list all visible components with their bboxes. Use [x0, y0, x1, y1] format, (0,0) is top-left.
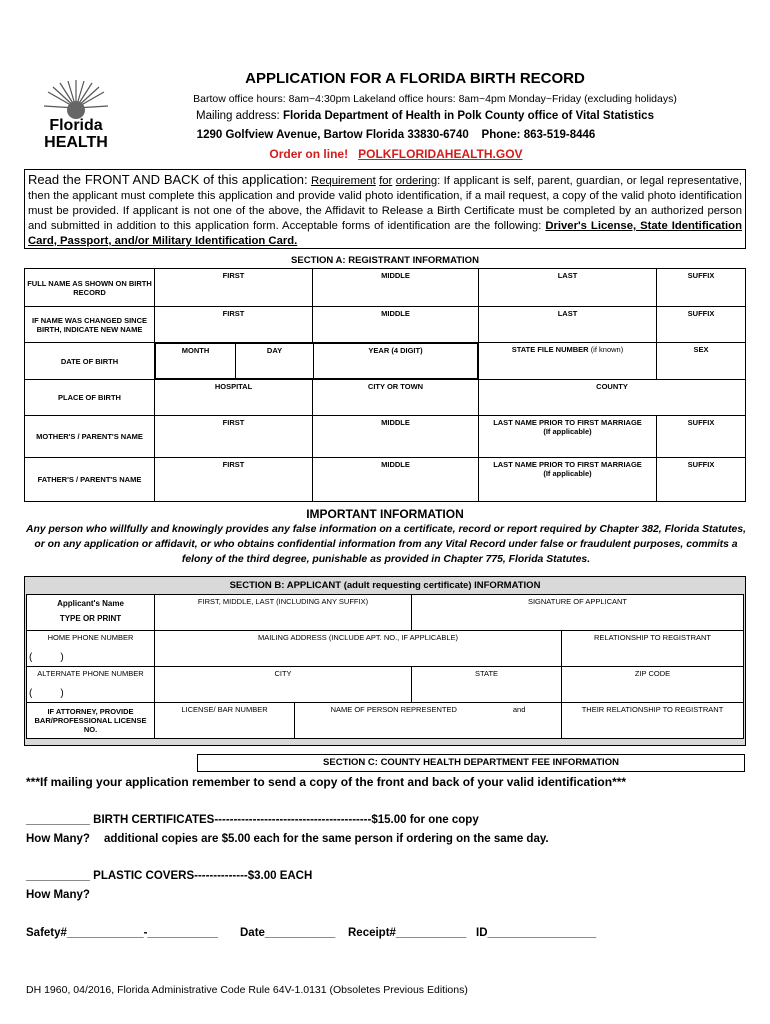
date-field[interactable]: Date___________	[240, 927, 336, 939]
dob-label: DATE OF BIRTH	[25, 343, 155, 380]
license-field[interactable]: LICENSE/ BAR NUMBER	[155, 703, 295, 739]
if-known: (if known)	[590, 345, 624, 354]
section-c-title: SECTION C: COUNTY HEALTH DEPARTMENT FEE INFORMATION	[197, 754, 745, 772]
section-b-table	[26, 594, 744, 739]
mother-middle[interactable]: MIDDLE	[313, 416, 479, 458]
intro-ids: Driver's License, State Identification Card, Passport, and/or Military Identification Card.	[28, 220, 742, 247]
table-row	[25, 269, 746, 307]
sex[interactable]: SEX	[657, 343, 746, 380]
alt-phone-label: ALTERNATE PHONE NUMBER	[37, 669, 144, 678]
state-file-label: STATE FILE NUMBER	[511, 345, 589, 354]
pob-city[interactable]: CITY OR TOWN	[313, 380, 479, 416]
important-text: Any person who willfully and knowingly provides any false information on a certificate, record or report required by Chapter 382, Florida Statutes, or on any application or affidavit, or who obtains confidential information from any Vital Record under false or fraudulent purposes, commits a felony of the third degree, punishable as provided in Chapter 775, Florida Statutes.	[26, 524, 746, 565]
phone: Phone: 863-519-8446	[481, 129, 596, 141]
dob-month-day-cell	[155, 343, 479, 380]
table-row	[25, 343, 746, 380]
important-title: IMPORTANT INFORMATION	[306, 507, 464, 521]
mailing-address-field[interactable]: MAILING ADDRESS (INCLUDE APT. NO., IF APPLICABLE)	[155, 631, 562, 667]
table-row	[27, 703, 744, 739]
father-suffix[interactable]: SUFFIX	[657, 458, 746, 502]
full-name-middle[interactable]: MIDDLE	[313, 269, 479, 307]
represented-field[interactable]	[295, 703, 562, 739]
office-hours: Bartow office hours: 8am~4:30pm Lakeland office hours: 8am~4pm Monday~Friday (excluding holidays)	[193, 93, 677, 105]
alt-paren-close: )	[60, 688, 64, 699]
new-name-first[interactable]: FIRST	[155, 307, 313, 343]
footer: DH 1960, 04/2016, Florida Administrative Code Rule 64V-1.0131 (Obsoletes Previous Editions)	[26, 984, 468, 996]
id-field[interactable]: ID_________________	[476, 927, 597, 939]
intro-lead: Read the FRONT AND BACK of this application:	[28, 172, 308, 187]
dob-subtable	[155, 343, 478, 379]
home-phone-label: HOME PHONE NUMBER	[47, 633, 134, 642]
applicant-name-label	[27, 595, 155, 631]
page-title: APPLICATION FOR A FLORIDA BIRTH RECORD	[245, 70, 585, 87]
father-last-label: LAST NAME PRIOR TO FIRST MARRIAGE	[493, 460, 642, 469]
mother-last-label: LAST NAME PRIOR TO FIRST MARRIAGE	[493, 418, 642, 427]
pob-county[interactable]: COUNTY	[479, 380, 746, 416]
home-paren-close: )	[60, 652, 64, 663]
table-row	[25, 458, 746, 502]
zip-field[interactable]: ZIP CODE	[562, 667, 744, 703]
table-row	[25, 416, 746, 458]
mother-first[interactable]: FIRST	[155, 416, 313, 458]
mail-value: Florida Department of Health in Polk County office of Vital Statistics	[282, 110, 654, 122]
signature-field[interactable]: SIGNATURE OF APPLICANT	[412, 595, 744, 631]
new-name-middle[interactable]: MIDDLE	[313, 307, 479, 343]
pob-hospital[interactable]: HOSPITAL	[155, 380, 313, 416]
full-name-last[interactable]: LAST	[479, 269, 657, 307]
relationship-field[interactable]: RELATIONSHIP TO REGISTRANT	[562, 631, 744, 667]
state-file-number[interactable]	[479, 343, 657, 380]
table-row	[25, 380, 746, 416]
home-phone-parens	[29, 652, 152, 663]
mail-note: ***If mailing your application remember to send a copy of the front and back of your valid identification***	[26, 775, 627, 789]
how-many-1: How Many?	[26, 833, 90, 845]
city-field[interactable]: CITY	[155, 667, 412, 703]
section-b-title: SECTION B: APPLICANT (adult requesting certificate) INFORMATION	[229, 580, 541, 591]
order-label: Order on line!	[269, 147, 349, 161]
section-a-table	[24, 268, 746, 502]
full-name-label: FULL NAME AS SHOWN ON BIRTH RECORD	[25, 269, 155, 307]
address: 1290 Golfview Avenue, Bartow Florida 33830-6740	[196, 129, 469, 141]
applicant-name-field[interactable]: FIRST, MIDDLE, LAST (INCLUDING ANY SUFFIX)	[155, 595, 412, 631]
intro-box	[24, 169, 746, 249]
street-address	[0, 129, 770, 141]
intro-body: : If applicant is self, parent, guardian, or legal representative, then the applicant must complete this application and provide valid photo identification, if a mail request, a copy of the valid photo identification must be provided. If applicant is not one of the above, the Affidavit to Release a Birth Certificate must be completed by an authorized person and submitted in addition to this application form. Acceptable forms of identification are the following:	[28, 175, 743, 232]
father-label: FATHER'S / PARENT'S NAME	[25, 458, 155, 502]
logo-line2: HEALTH	[44, 134, 108, 150]
how-many-2: How Many?	[26, 889, 90, 901]
table-row	[27, 595, 744, 631]
new-name-suffix[interactable]: SUFFIX	[657, 307, 746, 343]
full-name-suffix[interactable]: SUFFIX	[657, 269, 746, 307]
table-row	[156, 344, 478, 379]
type-or-print: TYPE OR PRINT	[59, 614, 122, 623]
mother-last[interactable]	[479, 416, 657, 458]
state-field[interactable]: STATE	[412, 667, 562, 703]
alt-phone-field[interactable]	[27, 667, 155, 703]
intro-req3: ordering	[395, 175, 438, 187]
table-row	[27, 631, 744, 667]
mail-label: Mailing address:	[196, 110, 283, 122]
intro-req2: for	[379, 175, 393, 187]
birth-certificates-line[interactable]: __________ BIRTH CERTIFICATES-----------------------------------------$15.00 for one copy	[26, 814, 479, 826]
new-name-last[interactable]: LAST	[479, 307, 657, 343]
attorney-label: IF ATTORNEY, PROVIDE BAR/PROFESSIONAL LICENSE NO.	[27, 703, 155, 739]
dob-month[interactable]: MONTH	[156, 344, 236, 379]
intro-req1: Requirement	[311, 175, 376, 187]
mother-if-applicable: (If applicable)	[543, 427, 592, 436]
father-last[interactable]	[479, 458, 657, 502]
mailing-address	[0, 110, 770, 122]
new-name-label: IF NAME WAS CHANGED SINCE BIRTH, INDICATE NEW NAME	[25, 307, 155, 343]
father-first[interactable]: FIRST	[155, 458, 313, 502]
receipt-field[interactable]: Receipt#___________	[348, 927, 467, 939]
section-a-title: SECTION A: REGISTRANT INFORMATION	[291, 255, 479, 266]
order-online	[0, 147, 770, 161]
mother-suffix[interactable]: SUFFIX	[657, 416, 746, 458]
alt-paren-open: (	[29, 688, 33, 699]
table-row	[27, 667, 744, 703]
pob-label: PLACE OF BIRTH	[25, 380, 155, 416]
their-relationship-field[interactable]: THEIR RELATIONSHIP TO REGISTRANT	[562, 703, 744, 739]
home-paren-open: (	[29, 652, 33, 663]
table-row	[25, 307, 746, 343]
father-if-applicable: (If applicable)	[543, 469, 592, 478]
mother-label: MOTHER'S / PARENT'S NAME	[25, 416, 155, 458]
dob-day[interactable]: DAY	[236, 344, 314, 379]
safety-field[interactable]: Safety#____________-___________	[26, 927, 218, 939]
home-phone-field[interactable]	[27, 631, 155, 667]
represented-label: NAME OF PERSON REPRESENTED	[330, 705, 457, 714]
and-label: and	[512, 705, 526, 714]
full-name-first[interactable]: FIRST	[155, 269, 313, 307]
alt-phone-parens	[29, 688, 152, 699]
dob-year[interactable]: YEAR (4 DIGIT)	[314, 344, 478, 379]
father-middle[interactable]: MIDDLE	[313, 458, 479, 502]
additional-copies: additional copies are $5.00 each for the same person if ordering on the same day.	[104, 833, 549, 845]
logo-line1: Florida	[49, 117, 103, 134]
applicant-name: Applicant's Name	[57, 599, 124, 608]
order-url-link[interactable]: POLKFLORIDAHEALTH.GOV	[358, 147, 523, 161]
plastic-covers-line[interactable]: __________ PLASTIC COVERS--------------$3.00 EACH	[26, 870, 313, 882]
